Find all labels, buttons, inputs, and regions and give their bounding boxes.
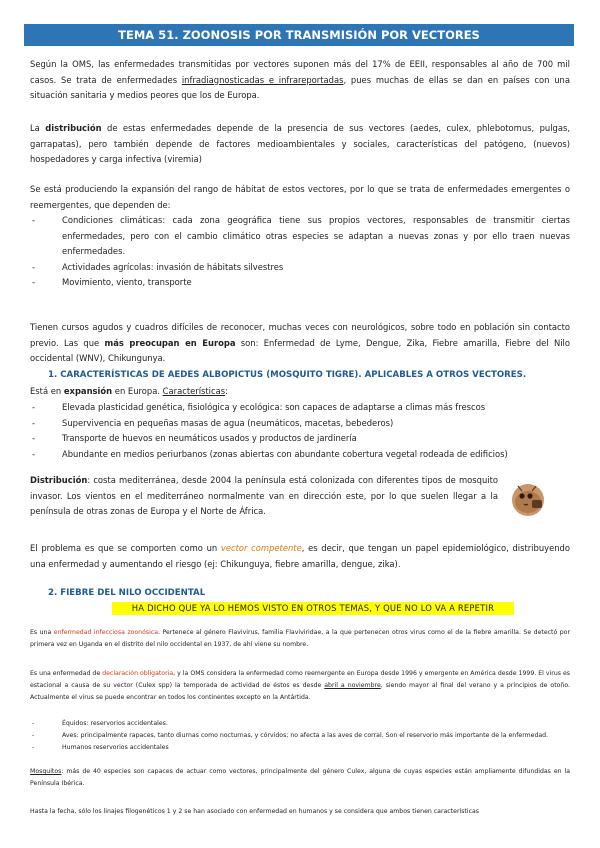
section-2-heading: 2. FIEBRE DEL NILO OCCIDENTAL (48, 588, 206, 598)
section-1-heading: 1. CARACTERÍSTICAS DE AEDES ALBOPICTUS (MOSQUITO TIGRE). APLICABLES A OTROS VECTORES. (48, 370, 527, 380)
text-run: , pues muchas de ellas se dan en países con una situación sanitaria y medios peores que los de Europa. (30, 74, 570, 100)
mosquitos-paragraph (30, 766, 570, 790)
text-run: son: Enfermedad de Lyme, Dengue, Zika, Fiebre amarilla, Fiebre del Nilo occidental (WNV), Chikungunya. (30, 337, 571, 363)
text-run: : costa mediterránea, desde 2004 la península está colonizada con diferentes tipos de mosquito invasor. Los vientos en el mediterráneo normalmente van en dirección este, por lo que suelen llegar a la península de otras zonas de Europa y el Norte de África. (30, 475, 498, 516)
bold-text: Distribución (30, 475, 88, 485)
text-run: Según la OMS, las enfermedades transmitidas por vectores suponen más del 17% de EEII, responsables al año de 700 mil casos. Se trata de enfermedades (30, 59, 570, 85)
underlined-text: Mosquitos (30, 768, 62, 775)
factor-list (30, 213, 570, 291)
text-run: , es decir, que tengan un papel epidemiológico, distribuyendo una enfermedad y aumentando el riesgo (ej: Chikunguya, fiebre amarilla, dengue, zika). (30, 543, 570, 569)
list-item: - Condiciones climáticas: cada zona geográfica tiene sus propios vectores, responsables de transmitir ciertas enfermedades, pero con el cambio climático otras especies se adaptan a nuevas zonas y por ello traen nuevas enfermedades. (30, 213, 570, 260)
list-item: - Équidos: reservorios accidentales. (30, 718, 570, 730)
text-run: El problema es que se comporten como un (30, 543, 221, 553)
wnv-paragraph-1 (30, 627, 570, 651)
text-run: Es una enfermedad de (30, 670, 103, 677)
highlight-note: HA DICHO QUE YA LO HEMOS VISTO EN OTROS TEMAS, Y QUE NO LO VA A REPETIR (112, 602, 514, 615)
text-run: . Pertenece al género Flavivirus, familia Flaviviridae, a la que pertenecen otros virus como el de la fiebre amarilla. Se detectó por primera vez en Uganda en el distrito del nilo occidental en 1937, de ahí viene su nombre. (30, 629, 571, 648)
text-run: , y la OMS considera la enfermedad como reemergente en Europa desde 1996 y emergente en América desde 1999. El virus es estacional a causa de su vector (Culex spp) la temporada de actividad de éstos es desde (30, 670, 571, 689)
text-run: Es una (30, 629, 54, 636)
underlined-text: Características (162, 386, 226, 396)
list-item: - Abundante en medios periurbanos (zonas abiertas con abundante cobertura vegetal rodeada de edificios) (30, 447, 570, 463)
red-term: declaración obligatoria (102, 670, 174, 677)
text-run: La (30, 123, 46, 133)
text-run: : (225, 386, 228, 396)
text-run: : más de 40 especies son capaces de actuar como vectores, principalmente del género Culex, alguna de cuyas especies están ampliamente difundidas en la Península Ibérica. (30, 768, 570, 787)
list-item: - Aves: principalmente rapaces, tanto diurnas como nocturnas, y córvidos; no afecta a las aves de corral. Son el reservorio más importante de la enfermedad. (30, 730, 570, 742)
mosquito-illustration (508, 478, 548, 518)
intro-paragraph-4 (30, 320, 570, 367)
list-item: - Elevada plasticidad genética, fisiológica y ecológica: son capaces de adaptarse a climas más frescos (30, 400, 570, 416)
text-run: en Europa. (112, 386, 163, 396)
section-1-intro (30, 384, 570, 400)
text-run: de estas enfermedades depende de la presencia de sus vectores (aedes, culex, phlebotomus, pulgas, garrapatas), pero también depende de factores medioambientales y sociales, características del patógeno, (nuevos) hospedadores y carga infectiva (viremia) (30, 123, 570, 164)
highlighted-term: vector competente (220, 543, 302, 553)
red-term: enfermedad infecciosa zoonósica (53, 629, 159, 636)
wnv-paragraph-2 (30, 668, 570, 704)
page-title: TEMA 51. ZOONOSIS POR TRANSMISIÓN POR VECTORES (24, 24, 574, 46)
list-item: - Transporte de huevos en neumáticos usados y productos de jardinería (30, 431, 570, 447)
hosts-list (30, 718, 570, 754)
list-item: - Supervivencia en pequeñas masas de agua (neumáticos, macetas, bebederos) (30, 416, 570, 432)
underlined-text: infradiagnosticadas e infrareportadas (181, 74, 344, 85)
underlined-text: abril a noviembre (324, 682, 381, 689)
problem-paragraph (30, 541, 570, 572)
text-run: , siendo mayor al final del verano y a principios de otoño. Actualmente el virus se puede encontrar en todos los continentes excepto en la Antártida. (30, 682, 570, 701)
distribution-paragraph (30, 473, 498, 520)
bold-text: distribución (45, 123, 102, 133)
intro-paragraph-2 (30, 121, 570, 168)
bold-text: más preocupan en Europa (104, 337, 236, 348)
intro-paragraph-1 (30, 57, 570, 104)
text-run: Está en (30, 386, 64, 396)
characteristics-list (30, 400, 570, 462)
list-item: - Humanos reservorios accidentales (30, 742, 570, 754)
text-run: Tienen cursos agudos y cuadros difíciles de reconocer, muchas veces con neurológicos, sobre todo en población sin contacto previo. Las que (30, 322, 570, 348)
lineages-paragraph: Hasta la fecha, sólo los linajes filogenéticos 1 y 2 se han asociado con enfermedad en humanos y se considera que ambos tienen características (30, 808, 479, 815)
intro-paragraph-3: Se está produciendo la expansión del rango de hábitat de estos vectores, por lo que se trata de enfermedades emergentes o reemergentes, que dependen de: (30, 184, 570, 210)
list-item: - Actividades agrícolas: invasión de hábitats silvestres (30, 260, 570, 276)
list-item: - Movimiento, viento, transporte (30, 275, 570, 291)
bold-text: expansión (63, 386, 113, 396)
